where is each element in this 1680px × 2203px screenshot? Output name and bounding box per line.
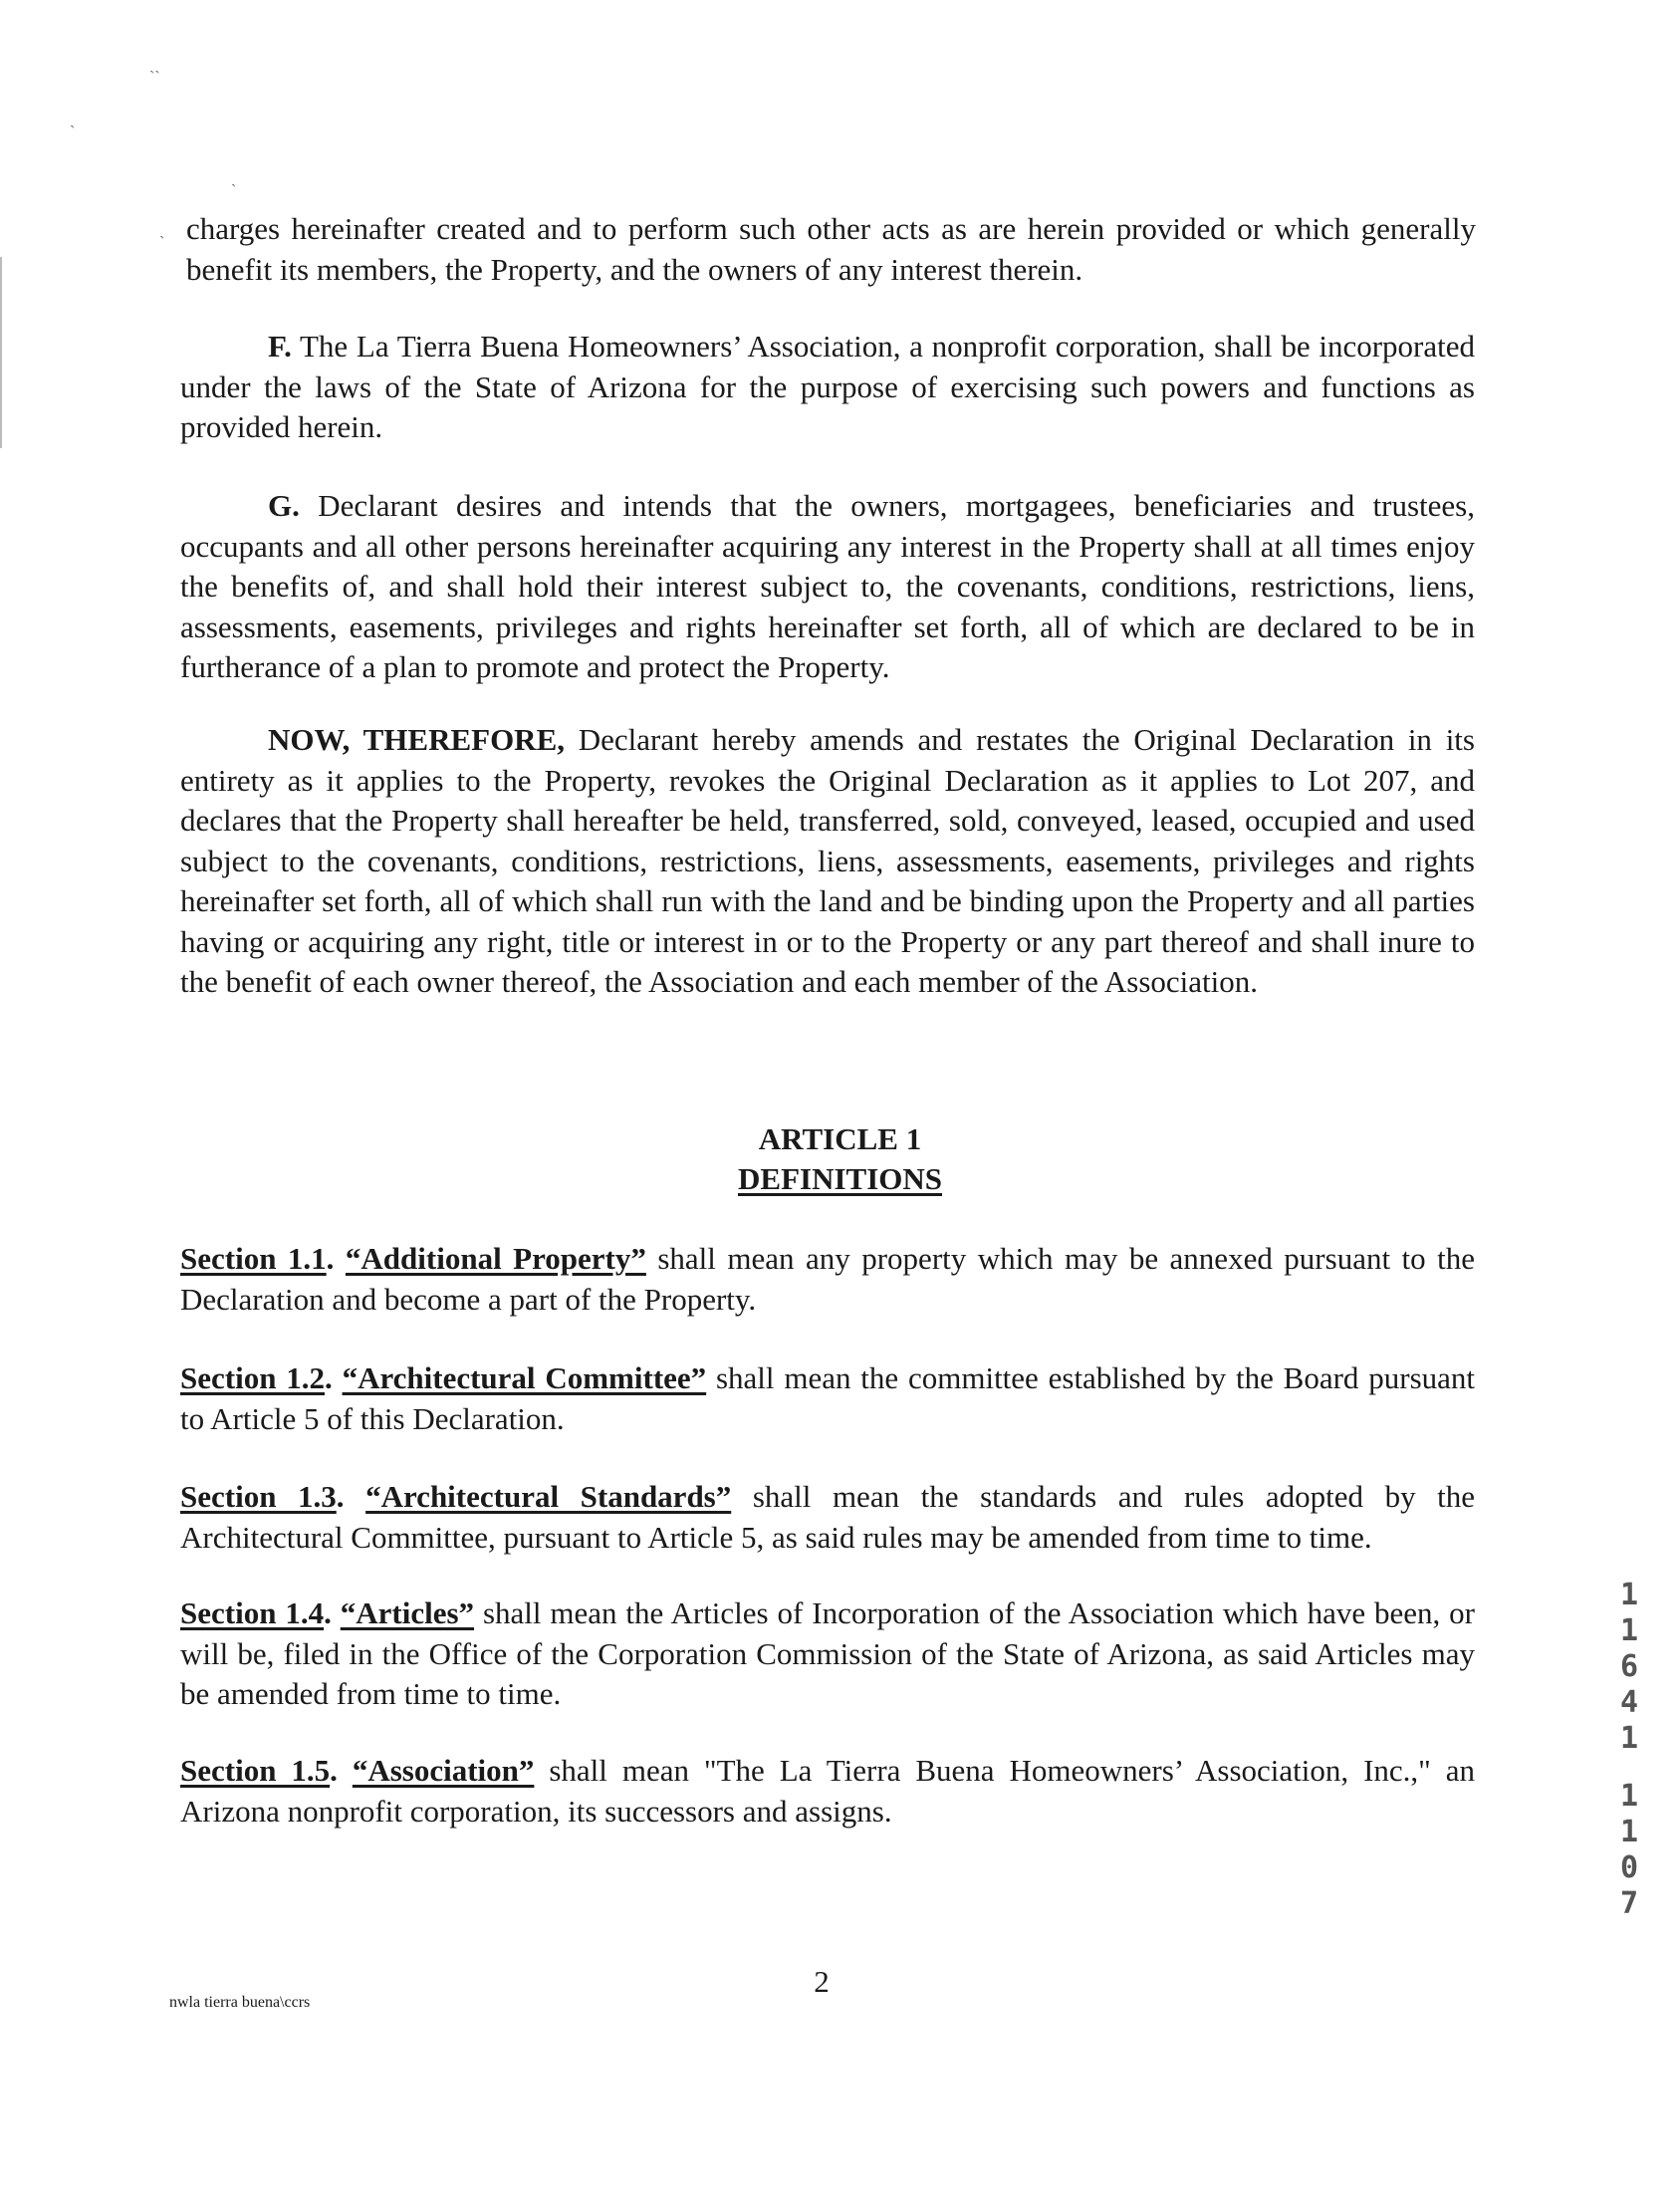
paragraph-continuation [186,209,1476,290]
section-1-3: Section 1.3. “Architectural Standards” shall mean the standards and rules adopted by the Architectural Committee, pursuant to Article 5, as said rules may be amended from time to time. [180,1479,1476,1555]
section-label: Section 1.3 [180,1479,337,1514]
section-label: Section 1.2 [180,1360,325,1395]
section-term: “Association” [352,1753,535,1788]
section-1-2: Section 1.2. “Architectural Committee” shall mean the committee established by the Board pursuant to Article 5 of this Declaration. [180,1360,1476,1436]
section-term: “Additional Property” [345,1241,646,1276]
paragraph-g [180,486,1475,688]
section-1-1: Section 1.1. “Additional Property” shall mean any property which may be annexed pursuant to the Declaration and become a part of the Property. [180,1241,1476,1317]
margin-stamp-group-2 [1615,1779,1643,1922]
stamp-digit: 1 [1619,1779,1639,1814]
section-term: “Architectural Committee” [342,1360,707,1395]
footer-file-path: nwla tierra buena\ccrs [169,1994,311,2011]
paragraph-label: G. [268,488,300,523]
section-1-5: Section 1.5. “Association” shall mean "The La Tierra Buena Homeowners’ Association, Inc.," an Arizona nonprofit corporation, its successors and assigns. [180,1753,1476,1829]
section-text: shall mean the Articles of Incorporation of the Association which have been, or will be, filed in the Office of the Corporation Commission of the State of Arizona, as said Articles may be amended from time to time. [180,1595,1475,1711]
stamp-digit: 0 [1619,1850,1639,1885]
stamp-digit: 6 [1619,1649,1639,1684]
article-title [0,1159,1680,1199]
stamp-digit: 1 [1619,1613,1639,1648]
section-term: “Articles” [340,1595,475,1630]
scan-edge-line [0,257,2,448]
stamp-digit: 1 [1619,1578,1639,1612]
scan-speck: ˎˎ [149,57,160,74]
paragraph-now-therefore [180,720,1475,1003]
stamp-digit: 7 [1619,1886,1639,1921]
scan-speck: ˋ [70,123,76,140]
section-text: shall mean any property which may be annexed pursuant to the Declaration and become a part of the Property. [180,1241,1476,1317]
section-text: shall mean the committee established by the Board pursuant to Article 5 of this Declaration. [180,1360,1476,1436]
paragraph-label: NOW, THEREFORE, [268,722,565,757]
paragraph-text: Declarant hereby amends and restates the Original Declaration in its entirety as it applies to the Property, revokes the Original Declaration as it applies to Lot 207, and declares that the Property shall hereafter be held, transferred, sold, conveyed, leased, occupied and used subject to the covenants, conditions, restrictions, liens, assessments, easements, privileges and rights hereinafter set forth, all of which shall run with the land and be binding upon the Property and all parties having or acquiring any right, title or interest in or to the Property or any part thereof and shall inure to the benefit of each owner thereof, the Association and each member of the Association. [180,722,1475,999]
scan-speck: ˏ [159,222,165,239]
article-title-text: DEFINITIONS [738,1161,942,1196]
section-label: Section 1.4 [180,1595,325,1630]
section-text: shall mean "The La Tierra Buena Homeowners’ Association, Inc.," an Arizona nonprofit corporation, its successors and assigns. [180,1753,1476,1829]
stamp-digit: 1 [1619,1721,1639,1756]
section-label: Section 1.5 [180,1753,331,1788]
margin-stamp-group-1 [1615,1578,1643,1757]
paragraph-label: F. [268,329,292,364]
scan-speck: ˏ [231,170,237,187]
paragraph-text: charges hereinafter created and to perform such other acts as are herein provided or which generally benefit its members, the Property, and the owners of any interest therein. [186,211,1476,287]
section-1-4: Section 1.4. “Articles” shall mean the Articles of Incorporation of the Association which have been, or will be, filed in the Office of the Corporation Commission of the State of Arizona, as said Articles may be amended from time to time. [180,1595,1475,1711]
section-term: “Architectural Standards” [365,1479,732,1514]
article-number: ARTICLE 1 [758,1121,922,1156]
section-text: shall mean the standards and rules adopted by the Architectural Committee, pursuant to Article 5, as said rules may be amended from time to time. [180,1479,1476,1555]
paragraph-text: Declarant desires and intends that the owners, mortgagees, beneficiaries and trustees, occupants and all other persons hereinafter acquiring any interest in the Property shall at all times enjoy the benefits of, and shall hold their interest subject to, the covenants, conditions, restrictions, liens, assessments, easements, privileges and rights hereinafter set forth, all of which are declared to be in furtherance of a plan to promote and protect the Property. [180,488,1475,684]
paragraph-f [180,327,1475,448]
stamp-digit: 4 [1619,1685,1639,1720]
page-number: 2 [814,1964,830,1999]
paragraph-text: The La Tierra Buena Homeowners’ Association, a nonprofit corporation, shall be incorporated under the laws of the State of Arizona for the purpose of exercising such powers and functions as provided herein. [180,329,1475,444]
stamp-digit: 1 [1619,1815,1639,1849]
section-label: Section 1.1 [180,1241,327,1276]
